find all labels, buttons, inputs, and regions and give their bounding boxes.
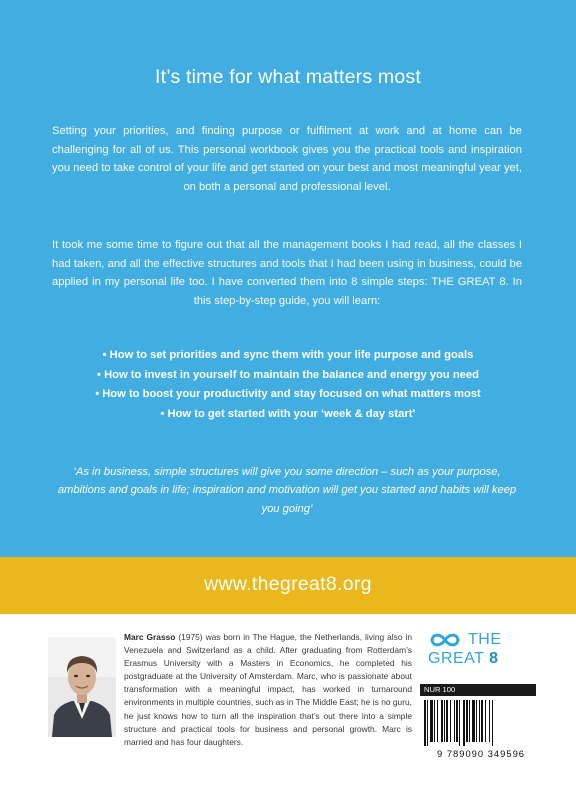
story-paragraph: It took me some time to figure out that all the management books I had read, all the classes I had taken, and all the effective structures and tools that I had been using in business, could be applied in my personal life too. I have converted them into 8 simple steps: THE GREAT 8. In this step-by-step guide, you will learn:: [52, 239, 522, 307]
author-name: Marc Grasso: [124, 632, 176, 642]
learning-points-list: [40, 346, 536, 424]
author-bio: [48, 631, 412, 749]
quote: ‘As in business, simple structures will give you some direction – such as your purpose, ambitions and goals in life; inspiration and motivation will get you started and habits will keep you going’: [57, 466, 517, 515]
headline: It’s time for what matters most: [155, 66, 421, 88]
intro-paragraph: Setting your priorities, and finding purpose or fulfilment at work and at home can be challenging for all of us. This personal workbook gives you the practical tools and inspiration you need to take control of your life and get started on your best and most meaningful year yet, on both a personal and professional level.: [52, 125, 522, 193]
author-bio-text: (1975) was born in The Hague, the Netherlands, living also in Venezuela and Switzerland as a child. After graduating from Rotterdam’s Erasmus University with a Masters in Economics, he completed his postgraduate at the University of Amsterdam. Marc, who is passionate about transformation with a meaningful impact, has worked in turnaround environments in multiple countries, such as in The Middle East; he is no guru, he just knows how to turn all the inspiration that’s out there into a simple structure and practical tools for business and personal growth. Marc is married and has four daughters.: [124, 632, 412, 747]
author-photo: [48, 637, 116, 737]
logo-text-line2: [428, 650, 499, 668]
nur-code: NUR 100: [420, 684, 536, 696]
logo-text-number: 8: [489, 650, 499, 667]
infinity-icon: [428, 630, 462, 650]
website-link[interactable]: www.thegreat8.org: [204, 573, 372, 595]
isbn-number: 9 789090 349596: [437, 748, 525, 759]
learning-point: • How to set priorities and sync them with your life purpose and goals: [102, 349, 474, 361]
the-great-8-logo: [428, 630, 538, 670]
website-band: [0, 557, 576, 614]
author-panel: [0, 614, 576, 800]
barcode-bars: [420, 698, 536, 746]
learning-point: • How to get started with your ‘week & day start’: [160, 407, 416, 420]
portrait-image: [48, 637, 116, 737]
learning-point: • How to boost your productivity and stay focused on what matters most: [95, 388, 481, 400]
barcode: [420, 698, 536, 792]
logo-text-great: GREAT: [428, 650, 490, 667]
learning-point: • How to invest in yourself to maintain the balance and energy you need: [97, 368, 479, 381]
logo-text-line1: THE: [468, 631, 502, 648]
